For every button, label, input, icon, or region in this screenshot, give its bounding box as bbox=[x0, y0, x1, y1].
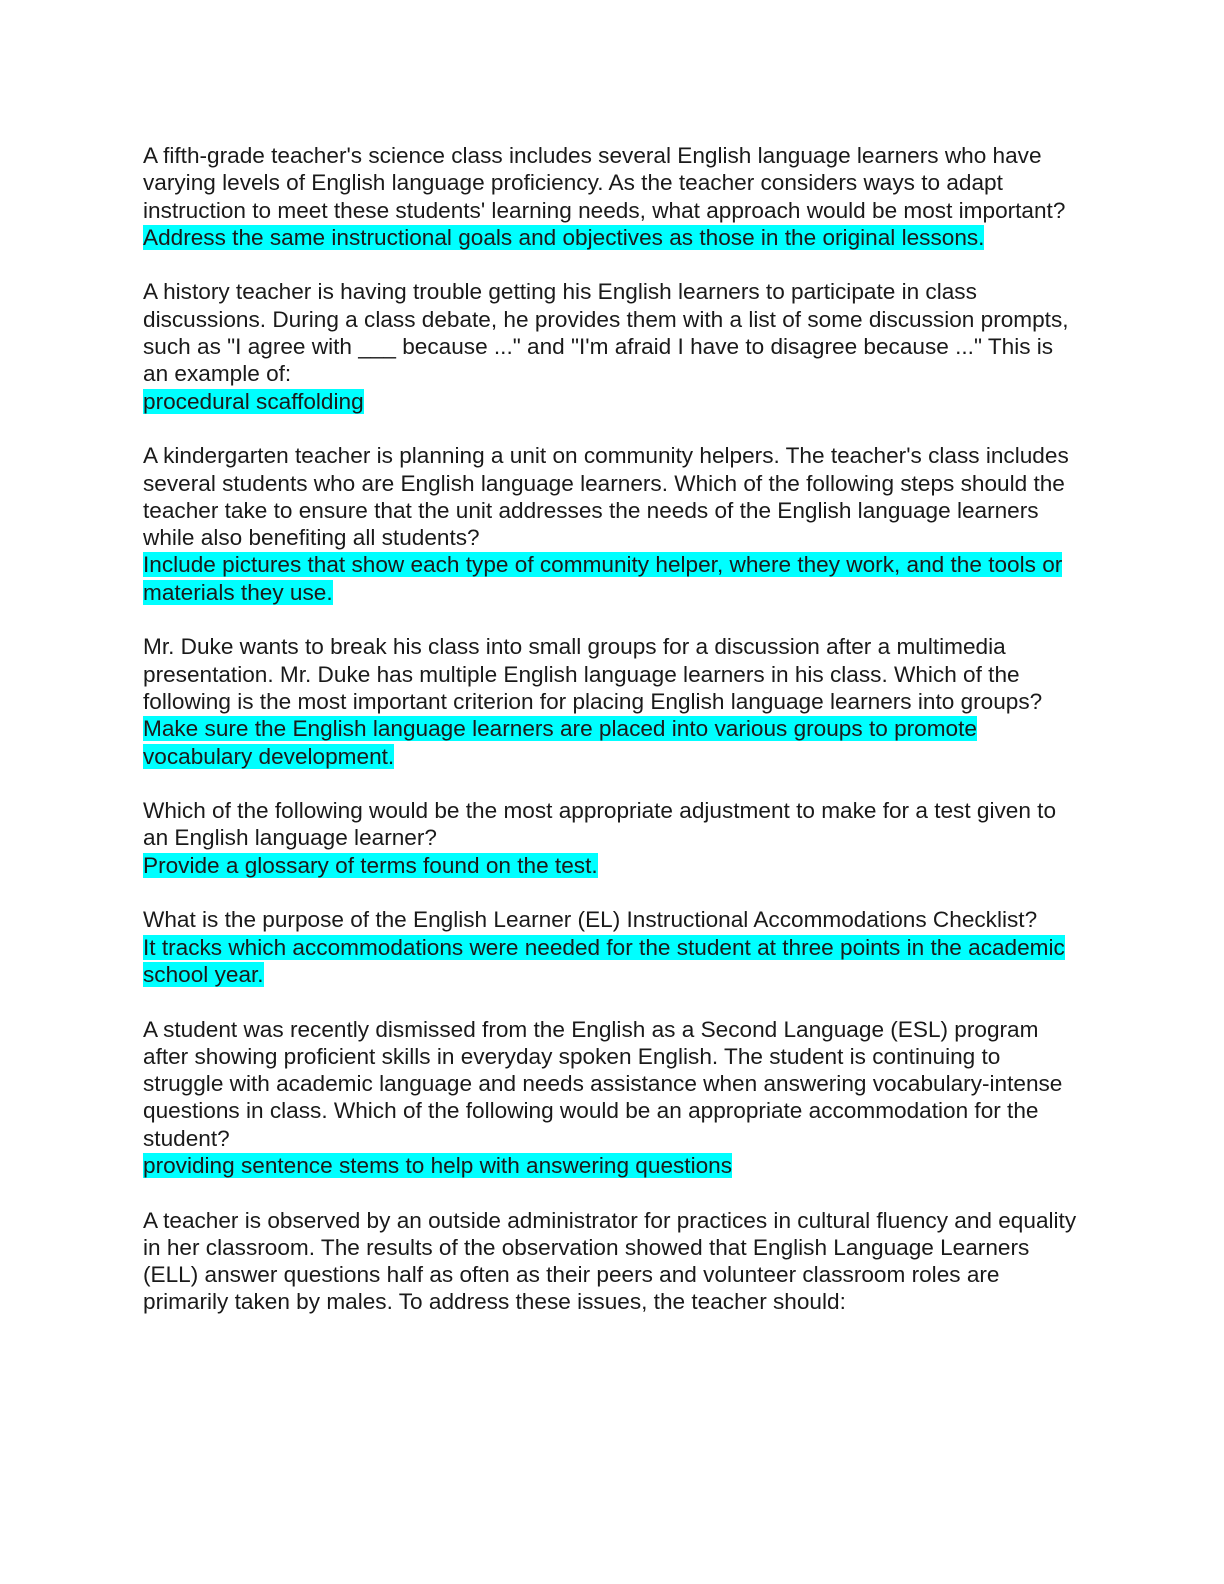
answer-line bbox=[143, 224, 1083, 251]
highlighted-answer: It tracks which accommodations were needed for the student at three points in the academic school year. bbox=[143, 934, 1065, 987]
answer-line bbox=[143, 1152, 1083, 1179]
answer-line bbox=[143, 551, 1083, 606]
highlighted-answer: providing sentence stems to help with answering questions bbox=[143, 1152, 733, 1178]
question-text: Which of the following would be the most appropriate adjustment to make for a test given to an English language learner? bbox=[143, 798, 1057, 851]
question-text: A history teacher is having trouble getting his English learners to participate in class discussions. During a class debate, he provides them with a list of some discussion prompts, such as "I agree with ___ because ..." and "I'm afraid I have to disagree because ..." This is an example of: bbox=[143, 279, 1069, 387]
answer-line bbox=[143, 388, 1083, 415]
question-text: A kindergarten teacher is planning a unit on community helpers. The teacher's class includes several students who are English language learners. Which of the following steps should the teacher take to ensure that the unit addresses the needs of the English language learners while also benefiting all students? bbox=[143, 443, 1069, 551]
question-text: Mr. Duke wants to break his class into small groups for a discussion after a multimedia presentation. Mr. Duke has multiple English language learners in his class. Which of the following is the most important criterion for placing English language learners into groups? bbox=[143, 634, 1043, 714]
highlighted-answer: Provide a glossary of terms found on the test. bbox=[143, 852, 598, 878]
question-text: A fifth-grade teacher's science class includes several English language learners who have varying levels of English language proficiency. As the teacher considers ways to adapt instruction to meet these students' learning needs, what approach would be most important? bbox=[143, 143, 1066, 223]
qa-item-7 bbox=[143, 1016, 1083, 1180]
highlighted-answer: Make sure the English language learners are placed into various groups to promote vocabulary development. bbox=[143, 716, 977, 769]
qa-item-2 bbox=[143, 278, 1083, 414]
qa-item-8 bbox=[143, 1207, 1083, 1316]
answer-line bbox=[143, 934, 1083, 989]
qa-item-6 bbox=[143, 906, 1083, 988]
question-text: A teacher is observed by an outside administrator for practices in cultural fluency and equality in her classroom. The results of the observation showed that English Language Learners (ELL) answer questions half as often as their peers and volunteer classroom roles are primarily taken by males. To address these issues, the teacher should: bbox=[143, 1207, 1077, 1315]
qa-item-5 bbox=[143, 797, 1083, 879]
qa-item-3 bbox=[143, 442, 1083, 606]
highlighted-answer: procedural scaffolding bbox=[143, 388, 364, 414]
highlighted-answer: Address the same instructional goals and objectives as those in the original lessons. bbox=[143, 224, 985, 250]
qa-item-4 bbox=[143, 633, 1083, 769]
qa-item-1 bbox=[143, 142, 1083, 251]
highlighted-answer: Include pictures that show each type of community helper, where they work, and the tools or materials they use. bbox=[143, 552, 1063, 605]
answer-line bbox=[143, 715, 1083, 770]
answer-line bbox=[143, 852, 1083, 879]
question-text: A student was recently dismissed from the English as a Second Language (ESL) program after showing proficient skills in everyday spoken English. The student is continuing to struggle with academic language and needs assistance when answering vocabulary-intense questions in class. Which of the following would be an appropriate accommodation for the student? bbox=[143, 1016, 1063, 1151]
document-page bbox=[143, 142, 1083, 1343]
question-text: What is the purpose of the English Learner (EL) Instructional Accommodations Checklist? bbox=[143, 907, 1038, 933]
